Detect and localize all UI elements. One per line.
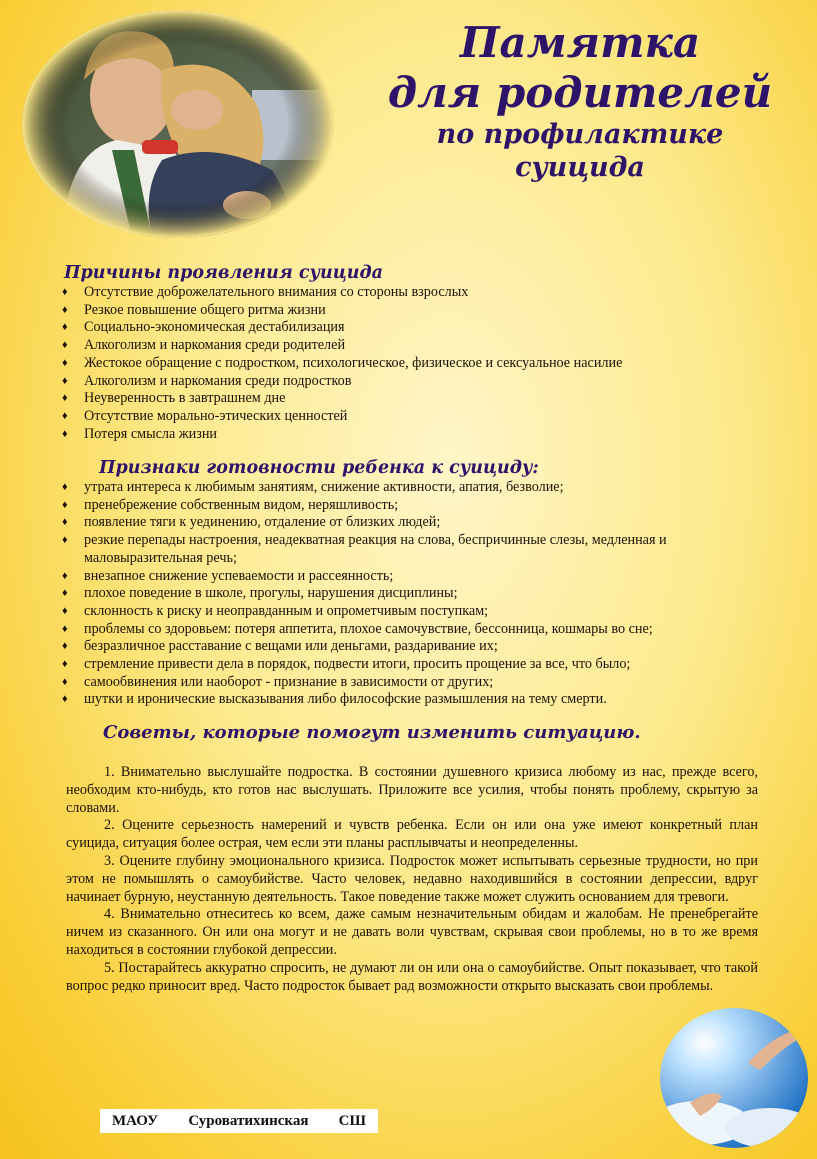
- sign-item: [62, 497, 762, 515]
- bullet-icon: ♦: [62, 587, 68, 600]
- sign-item: [62, 568, 762, 586]
- sign-item-text: пренебрежение собственным видом, неряшливость;: [84, 496, 399, 513]
- bullet-icon: ♦: [62, 640, 68, 653]
- cause-item: [62, 373, 762, 391]
- advice-item: 2. Оцените серьезность намерений и чувств ребенка. Если он или она уже имеют конкретный план суицида, ситуация более острая, чем если эти планы расплывчаты и неопределенны.: [66, 817, 758, 852]
- bullet-icon: ♦: [62, 427, 68, 440]
- cause-item-text: Жестокое обращение с подростком, психологическое, физическое и сексуальное насилие: [84, 354, 623, 371]
- cause-item-text: Алкоголизм и наркомания среди подростков: [84, 372, 352, 389]
- cause-item-text: Отсутствие морально-этических ценностей: [84, 407, 348, 424]
- reaching-hands-photo: [660, 1008, 808, 1148]
- cause-item-text: Резкое повышение общего ритма жизни: [84, 301, 326, 318]
- advice-list: [66, 764, 758, 995]
- sign-item: [62, 603, 762, 621]
- sign-item: [62, 691, 762, 709]
- footer-name: Суроватихинская: [188, 1112, 309, 1129]
- cause-item: [62, 390, 762, 408]
- cause-item-text: Потеря смысла жизни: [84, 425, 218, 442]
- cause-item: [62, 355, 762, 373]
- sign-item: [62, 479, 762, 497]
- bullet-icon: ♦: [62, 356, 68, 369]
- sign-item: [62, 514, 762, 532]
- bullet-icon: ♦: [62, 658, 68, 671]
- sign-item-text: стремление привести дела в порядок, подвести итоги, просить прощение за все, что было;: [84, 656, 631, 673]
- sign-item: [62, 585, 762, 603]
- bullet-icon: ♦: [62, 481, 68, 493]
- bullet-icon: ♦: [62, 569, 68, 582]
- cause-item: [62, 337, 762, 355]
- cause-item: [62, 302, 762, 320]
- bullet-icon: ♦: [62, 303, 68, 316]
- advice-heading: Советы, которые помогут изменить ситуацию.: [103, 722, 641, 743]
- advice-item: 5. Постарайтесь аккуратно спросить, не думают ли он или она о самоубийстве. Опыт показывает, что такой вопрос редко приносит вред. Часто подросток бывает рад возможности открыто высказать свои проблемы.: [66, 959, 758, 994]
- sign-item: [62, 621, 762, 639]
- subtitle-line-1: по профилактике: [436, 119, 724, 150]
- cause-item-text: Социально-экономическая дестабилизация: [84, 319, 345, 336]
- causes-list: [62, 284, 762, 443]
- cause-item: [62, 319, 762, 337]
- sign-item: [62, 638, 762, 656]
- signs-list: [62, 479, 762, 709]
- advice-item: 3. Оцените глубину эмоционального кризиса. Подросток может испытывать серьезные трудности, но при этом не помышлять о самоубийстве. Часто человек, недавно находившийся в состоянии депрессии, вдруг начинает бурную, неустанную деятельность. Такое поведение также может служить основанием для тревоги.: [66, 852, 758, 905]
- bullet-icon: ♦: [62, 534, 68, 547]
- bullet-icon: ♦: [62, 622, 68, 635]
- hugging-photo: [22, 10, 334, 238]
- bullet-icon: ♦: [62, 286, 68, 298]
- footer-type: СШ: [338, 1112, 366, 1129]
- school-footer: [100, 1109, 378, 1133]
- bullet-icon: ♦: [62, 321, 68, 334]
- bullet-icon: ♦: [62, 339, 68, 352]
- title-block: [360, 18, 800, 184]
- sign-item-text: плохое поведение в школе, прогулы, нарушения дисциплины;: [84, 585, 458, 602]
- bullet-icon: ♦: [62, 392, 68, 405]
- sign-item-text: внезапное снижение успеваемости и рассеянность;: [84, 567, 394, 584]
- sign-item-text: самообвинения или наоборот - признание в зависимости от других;: [84, 673, 494, 690]
- causes-heading: Причины проявления суицида: [64, 263, 384, 283]
- bullet-icon: ♦: [62, 693, 68, 706]
- footer-org: МАОУ: [112, 1112, 159, 1129]
- cause-item: [62, 426, 762, 444]
- cause-item-text: Алкоголизм и наркомания среди родителей: [84, 337, 346, 354]
- subtitle-line-2: суицида: [515, 152, 645, 183]
- cause-item: [62, 284, 762, 302]
- sign-item-text: шутки и иронические высказывания либо философские размышления на тему смерти.: [84, 691, 607, 708]
- bullet-icon: ♦: [62, 409, 68, 422]
- sign-item: [62, 674, 762, 692]
- advice-item: 4. Внимательно отнеситесь ко всем, даже самым незначительным обидам и жалобам. Не пренебрегайте ничем из сказанного. Он или она могут и не давать воли чувствам, скрывая свои проблемы, но в то же время находиться в состоянии глубокой депрессии.: [66, 906, 758, 958]
- bullet-icon: ♦: [62, 604, 68, 617]
- advice-item: 1. Внимательно выслушайте подростка. В состоянии душевного кризиса любому из нас, прежде всего, необходим кто-нибудь, кто готов нас выслушать. Приложите все усилия, чтобы понять проблему, скрытую за словами.: [66, 764, 758, 816]
- cause-item-text: Неуверенность в завтрашнем дне: [84, 390, 286, 407]
- sign-item-text: проблемы со здоровьем: потеря аппетита, плохое самочувствие, бессонница, кошмары во сне;: [84, 620, 653, 637]
- bullet-icon: ♦: [62, 675, 68, 688]
- title-line-2: для родителей: [387, 68, 773, 117]
- title-line-1: Памятка: [459, 18, 701, 67]
- sign-item-text: резкие перепады настроения, неадекватная реакция на слова, беспричинные слезы, медленная и маловыразительная речь;: [84, 532, 667, 566]
- signs-heading: Признаки готовности ребенка к суициду:: [99, 458, 539, 478]
- sign-item-text: склонность к риску и неоправданным и опрометчивым поступкам;: [84, 602, 489, 619]
- sign-item-text: безразличное расставание с вещами или деньгами, раздаривание их;: [84, 638, 498, 655]
- cause-item-text: Отсутствие доброжелательного внимания со стороны взрослых: [84, 284, 469, 300]
- sign-item: [62, 532, 762, 567]
- bullet-icon: ♦: [62, 516, 68, 529]
- bullet-icon: ♦: [62, 374, 68, 387]
- sign-item-text: появление тяги к уединению, отдаление от близких людей;: [84, 514, 441, 531]
- bullet-icon: ♦: [62, 498, 68, 511]
- sign-item: [62, 656, 762, 674]
- cause-item: [62, 408, 762, 426]
- sign-item-text: утрата интереса к любимым занятиям, снижение активности, апатия, безволие;: [84, 479, 564, 495]
